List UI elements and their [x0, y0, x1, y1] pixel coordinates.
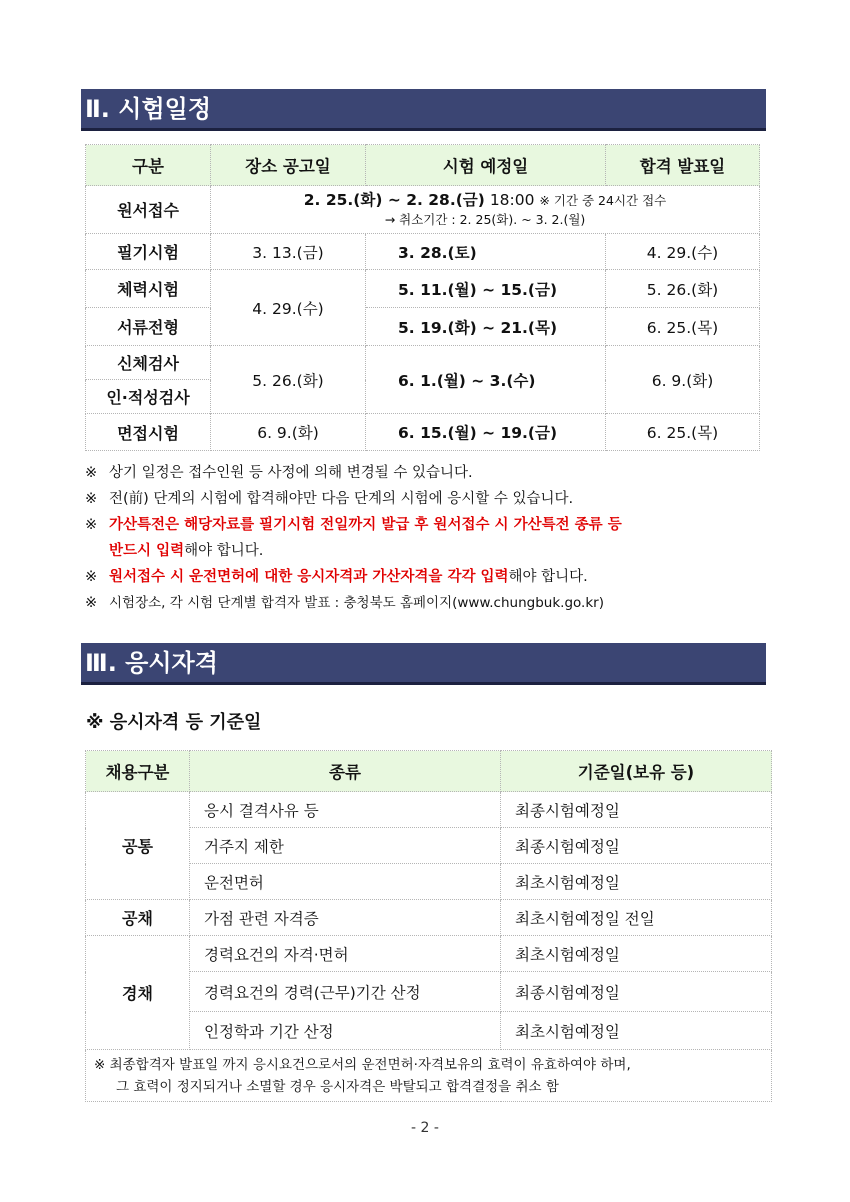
- kind-cell: 인정학과 기간 산정: [190, 1012, 501, 1050]
- note-mark: ※: [85, 465, 98, 481]
- note-item: [85, 564, 775, 590]
- group-common: 공통: [86, 792, 190, 900]
- reception-time: 18:00: [489, 190, 535, 209]
- header-result-date: 합격 발표일: [606, 145, 760, 186]
- date-cell: 최초시험예정일 전일: [501, 900, 772, 936]
- group-career: 경채: [86, 936, 190, 1050]
- note-mark: ※: [85, 569, 98, 585]
- row-label-physical: 체력시험: [86, 270, 211, 308]
- kind-cell: 응시 결격사유 등: [190, 792, 501, 828]
- header-base-date: 기준일(보유 등): [501, 751, 772, 792]
- note-text: 전(前) 단계의 시험에 합격해야만 다음 단계의 시험에 응시할 수 있습니다.: [109, 491, 574, 507]
- note-text-highlight: 원서접수 시 운전면허에 대한 응시자격과 가산자격을 각각 입력: [109, 569, 509, 585]
- header-category: 구분: [86, 145, 211, 186]
- note-item: [85, 486, 775, 512]
- note-text: 시험장소, 각 시험 단계별 합격자 발표 : 충청북도 홈페이지(www.chungbuk.go.kr): [109, 595, 604, 611]
- date-cell: 최종시험예정일: [501, 972, 772, 1012]
- footnote-line-1: ※ 최종합격자 발표일 까지 응시요건으로서의 운전면허·자격보유의 효력이 유효하여야 하며,: [94, 1056, 631, 1073]
- reception-note: ※ 기간 중 24시간 접수: [539, 192, 667, 208]
- physical-document-venue-date: 4. 29.(수): [211, 270, 366, 346]
- header-venue-date: 장소 공고일: [211, 145, 366, 186]
- kind-cell: 운전면허: [190, 864, 501, 900]
- eligibility-table: [85, 750, 772, 1102]
- section-2-title: Ⅱ. 시험일정: [85, 95, 212, 123]
- physical-exam-date: 5. 11.(월) ~ 15.(금): [366, 270, 606, 308]
- schedule-table: [85, 144, 760, 451]
- note-item-continued: [85, 538, 775, 564]
- note-text: 상기 일정은 접수인원 등 사정에 의해 변경될 수 있습니다.: [109, 465, 473, 481]
- reception-dates: 2. 25.(화) ~ 2. 28.(금): [303, 190, 485, 209]
- note-item: [85, 460, 775, 486]
- row-label-reception: 원서접수: [86, 186, 211, 234]
- row-label-written: 필기시험: [86, 234, 211, 270]
- note-item: [85, 512, 775, 538]
- date-cell: 최초시험예정일: [501, 1012, 772, 1050]
- note-text: 해야 합니다.: [508, 569, 588, 585]
- schedule-notes: [85, 460, 775, 616]
- note-text-highlight: 반드시 입력: [109, 543, 185, 559]
- header-recruit-type: 채용구분: [86, 751, 190, 792]
- eligibility-header-row: [86, 751, 772, 792]
- interview-exam-date: 6. 15.(월) ~ 19.(금): [366, 414, 606, 451]
- table-footnote: [86, 1050, 772, 1102]
- table-row: [86, 936, 772, 972]
- table-row: [86, 234, 760, 270]
- note-mark: ※: [85, 517, 98, 533]
- row-label-medical: 신체검사: [86, 346, 211, 380]
- date-cell: 최종시험예정일: [501, 828, 772, 864]
- table-row: [86, 792, 772, 828]
- document-result-date: 6. 25.(목): [606, 308, 760, 346]
- schedule-header-row: [86, 145, 760, 186]
- table-footnote-row: [86, 1050, 772, 1102]
- date-cell: 최종시험예정일: [501, 792, 772, 828]
- page-number: - 2 -: [411, 1120, 439, 1136]
- kind-cell: 경력요건의 경력(근무)기간 산정: [190, 972, 501, 1012]
- table-row: [86, 900, 772, 936]
- section-3-header: [81, 643, 766, 685]
- physical-result-date: 5. 26.(화): [606, 270, 760, 308]
- row-label-interview: 면접시험: [86, 414, 211, 451]
- table-row: [86, 308, 760, 346]
- eligibility-subtitle: ※ 응시자격 등 기준일: [86, 712, 262, 733]
- header-kind: 종류: [190, 751, 501, 792]
- date-cell: 최초시험예정일: [501, 864, 772, 900]
- table-row: [86, 414, 760, 451]
- date-cell: 최초시험예정일: [501, 936, 772, 972]
- medical-exam-date: 6. 1.(월) ~ 3.(수): [366, 346, 606, 414]
- note-mark: ※: [85, 595, 98, 611]
- table-row: [86, 270, 760, 308]
- interview-venue-date: 6. 9.(화): [211, 414, 366, 451]
- medical-result-date: 6. 9.(화): [606, 346, 760, 414]
- note-mark: ※: [85, 491, 98, 507]
- row-label-aptitude: 인·적성검사: [86, 380, 211, 414]
- cancel-period: → 취소기간 : 2. 25(화). ~ 3. 2.(월): [384, 211, 586, 227]
- kind-cell: 가점 관련 자격증: [190, 900, 501, 936]
- written-result-date: 4. 29.(수): [606, 234, 760, 270]
- reception-period: [211, 186, 760, 234]
- note-item: [85, 590, 775, 616]
- written-exam-date: 3. 28.(토): [366, 234, 606, 270]
- kind-cell: 경력요건의 자격·면허: [190, 936, 501, 972]
- table-row: [86, 346, 760, 380]
- note-text-highlight: 가산특전은 해당자료를 필기시험 전일까지 발급 후 원서접수 시 가산특전 종류 등: [109, 517, 622, 533]
- written-venue-date: 3. 13.(금): [211, 234, 366, 270]
- document-exam-date: 5. 19.(화) ~ 21.(목): [366, 308, 606, 346]
- kind-cell: 거주지 제한: [190, 828, 501, 864]
- section-2-header: [81, 89, 766, 131]
- table-row: [86, 186, 760, 234]
- footnote-line-2: 그 효력이 정지되거나 소멸할 경우 응시자격은 박탈되고 합격결정을 취소 함: [116, 1078, 559, 1095]
- header-exam-date: 시험 예정일: [366, 145, 606, 186]
- row-label-document: 서류전형: [86, 308, 211, 346]
- interview-result-date: 6. 25.(목): [606, 414, 760, 451]
- medical-venue-date: 5. 26.(화): [211, 346, 366, 414]
- section-3-title: Ⅲ. 응시자격: [85, 649, 218, 677]
- note-text: 해야 합니다.: [184, 543, 264, 559]
- group-public: 공채: [86, 900, 190, 936]
